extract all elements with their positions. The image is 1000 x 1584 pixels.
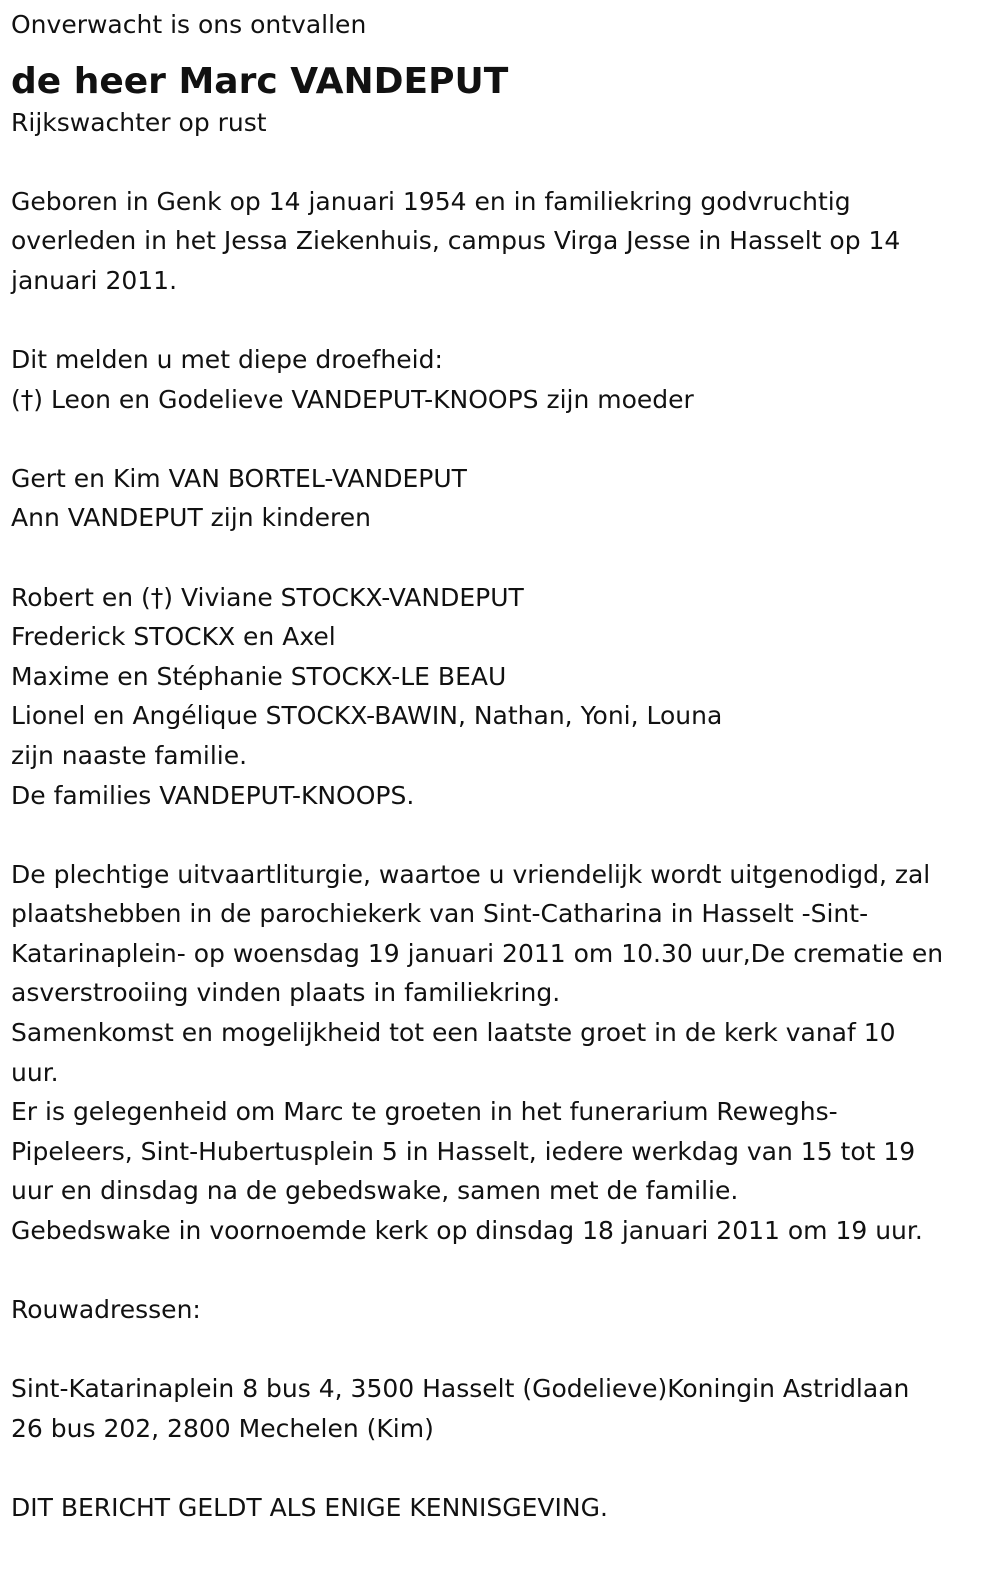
- child-line: Ann VANDEPUT zijn kinderen: [11, 503, 371, 533]
- addresses-heading: Rouwadressen:: [11, 1295, 201, 1325]
- intro-line: Onverwacht is ons ontvallen: [11, 10, 367, 39]
- children-block: [11, 459, 988, 538]
- addresses-paragraph: Sint-Katarinaplein 8 bus 4, 3500 Hasselt (Godelieve)Koningin Astridlaan 26 bus 202, 2800 Mechelen (Kim): [11, 1374, 910, 1443]
- family-line: Frederick STOCKX en Axel: [11, 622, 336, 652]
- family-line: Maxime en Stéphanie STOCKX-LE BEAU: [11, 661, 507, 691]
- ceremony-paragraph: De plechtige uitvaartliturgie, waartoe u vriendelijk wordt uitgenodigd, zal plaatshebben in de parochiekerk van Sint-Catharina in Hasselt -Sint- Katarinaplein- op woensdag 19 januari 2011 om 10.30 uur,De crematie en asverstrooiing vinden plaats in familiekring. Samenkomst en mogelijkheid tot een laatste groet in de kerk vanaf 10 uur. Er is gelegenheid om Marc te groeten in het funerarium Reweghs- Pipeleers, Sint-Hubertusplein 5 in Hasselt, iedere werkdag van 15 tot 19 uur en dinsdag na de gebedswake, samen met de familie. Gebedswake in voornoemde kerk op dinsdag 18 januari 2011 om 19 uur.: [11, 859, 944, 1246]
- deceased-name: de heer Marc VANDEPUT: [11, 61, 509, 102]
- child-line: Gert en Kim VAN BORTEL-VANDEPUT: [11, 463, 467, 493]
- announcement-block: [11, 340, 988, 419]
- family-line: Lionel en Angélique STOCKX-BAWIN, Nathan, Yoni, Louna: [11, 701, 723, 731]
- announcement-line: Dit melden u met diepe droefheid:: [11, 344, 443, 374]
- family-line: zijn naaste familie.: [11, 740, 248, 770]
- deceased-title: Rijkswachter op rust: [11, 108, 267, 137]
- mother-line: (†) Leon en Godelieve VANDEPUT-KNOOPS zijn moeder: [11, 384, 694, 414]
- family-line: De families VANDEPUT-KNOOPS.: [11, 780, 415, 810]
- family-line: Robert en (†) Viviane STOCKX-VANDEPUT: [11, 582, 524, 612]
- family-block: [11, 578, 988, 816]
- birth-death-paragraph: Geboren in Genk op 14 januari 1954 en in familiekring godvruchtig overleden in het Jessa Ziekenhuis, campus Virga Jesse in Hasselt op 14 januari 2011.: [11, 186, 901, 295]
- closing-line: DIT BERICHT GELDT ALS ENIGE KENNISGEVING.: [11, 1493, 608, 1523]
